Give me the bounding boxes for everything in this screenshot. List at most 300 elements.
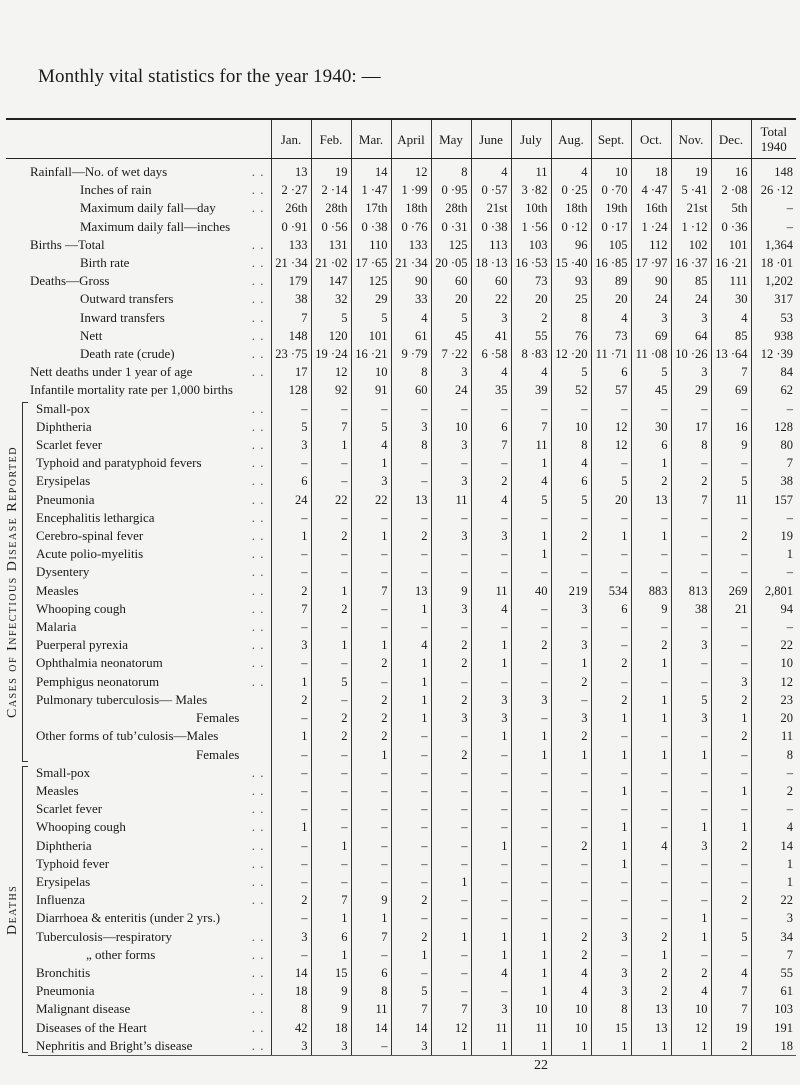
row-label-text: Nett bbox=[80, 327, 103, 343]
month-cell: 93 bbox=[551, 272, 591, 290]
row-label bbox=[28, 491, 271, 509]
header-corner bbox=[6, 119, 271, 159]
total-cell: 22 bbox=[751, 636, 796, 654]
total-cell: – bbox=[751, 218, 796, 236]
leader-dots: . . bbox=[251, 236, 265, 252]
row-label bbox=[28, 254, 271, 272]
table-row bbox=[6, 545, 796, 563]
row-label-text: Typhoid fever bbox=[36, 855, 110, 871]
month-cell: 1 bbox=[511, 527, 551, 545]
month-cell: 28th bbox=[431, 199, 471, 217]
month-cell: – bbox=[551, 800, 591, 818]
month-cell: – bbox=[631, 800, 671, 818]
table-row bbox=[6, 928, 796, 946]
total-cell: 1,202 bbox=[751, 272, 796, 290]
month-cell: – bbox=[551, 563, 591, 581]
total-cell: 1 bbox=[751, 855, 796, 873]
month-cell: 61 bbox=[391, 327, 431, 345]
month-cell: 39 bbox=[511, 381, 551, 399]
leader-dots: . . bbox=[251, 437, 265, 453]
month-cell: – bbox=[631, 563, 671, 581]
month-cell: 3 bbox=[391, 1037, 431, 1056]
month-cell: 1 bbox=[631, 527, 671, 545]
month-cell: 12 bbox=[431, 1019, 471, 1037]
month-cell: – bbox=[311, 509, 351, 527]
row-label-text: Outward transfers bbox=[80, 291, 174, 307]
month-cell: 11 bbox=[471, 582, 511, 600]
row-label-text: Small-pox bbox=[36, 400, 91, 416]
month-cell: 20 bbox=[591, 491, 631, 509]
month-cell: 1 bbox=[271, 673, 311, 691]
month-cell: – bbox=[471, 400, 511, 418]
month-cell: – bbox=[431, 837, 471, 855]
row-label-text: Erysipelas bbox=[36, 473, 91, 489]
month-cell: – bbox=[271, 837, 311, 855]
month-cell: 3 bbox=[431, 436, 471, 454]
month-cell: 2 bbox=[631, 964, 671, 982]
month-cell: – bbox=[551, 782, 591, 800]
row-label-text: Rainfall—No. of wet days bbox=[30, 164, 168, 179]
month-cell: – bbox=[351, 873, 391, 891]
total-cell: 2 bbox=[751, 782, 796, 800]
month-cell: 3 bbox=[311, 1037, 351, 1056]
leader-dots: . . bbox=[251, 801, 265, 817]
month-cell: – bbox=[431, 800, 471, 818]
month-cell: – bbox=[711, 563, 751, 581]
month-cell: 3 bbox=[351, 472, 391, 490]
month-cell: – bbox=[471, 618, 511, 636]
table-row bbox=[6, 946, 796, 964]
month-cell: – bbox=[591, 873, 631, 891]
table-row bbox=[6, 654, 796, 672]
month-header: June bbox=[471, 119, 511, 159]
month-cell: 12 ·20 bbox=[551, 345, 591, 363]
month-cell: – bbox=[391, 909, 431, 927]
month-cell: – bbox=[471, 545, 511, 563]
month-cell: 18 bbox=[311, 1019, 351, 1037]
month-cell: 3 bbox=[671, 709, 711, 727]
total-cell: 7 bbox=[751, 454, 796, 472]
month-cell: 3 bbox=[471, 527, 511, 545]
row-label-text: Whooping cough bbox=[36, 819, 126, 835]
month-cell: 1 bbox=[311, 946, 351, 964]
month-cell: 3 bbox=[471, 691, 511, 709]
month-cell: – bbox=[551, 545, 591, 563]
month-cell: – bbox=[311, 400, 351, 418]
table-row bbox=[6, 327, 796, 345]
month-cell: – bbox=[431, 673, 471, 691]
month-cell: – bbox=[271, 946, 311, 964]
table-row bbox=[6, 1000, 796, 1018]
month-cell: 17 bbox=[671, 418, 711, 436]
row-label-text: Whooping cough bbox=[36, 600, 126, 616]
total-cell: 22 bbox=[751, 891, 796, 909]
leader-dots: . . bbox=[251, 509, 265, 525]
month-cell: 5th bbox=[711, 199, 751, 217]
month-cell: 2 bbox=[711, 727, 751, 745]
month-cell: – bbox=[351, 764, 391, 782]
month-cell: 2 bbox=[351, 709, 391, 727]
month-cell: 85 bbox=[671, 272, 711, 290]
month-cell: – bbox=[591, 764, 631, 782]
month-cell: – bbox=[671, 654, 711, 672]
month-cell: 147 bbox=[311, 272, 351, 290]
month-cell: – bbox=[431, 454, 471, 472]
total-cell: 80 bbox=[751, 436, 796, 454]
month-cell: – bbox=[591, 800, 631, 818]
month-cell: – bbox=[271, 800, 311, 818]
month-cell: 1 bbox=[671, 928, 711, 946]
month-cell: – bbox=[431, 855, 471, 873]
month-cell: 5 bbox=[551, 491, 591, 509]
month-cell: – bbox=[511, 909, 551, 927]
month-cell: 5 bbox=[311, 309, 351, 327]
month-cell: 133 bbox=[391, 236, 431, 254]
leader-dots: . . bbox=[251, 400, 265, 416]
row-label bbox=[28, 309, 271, 327]
total-cell: 53 bbox=[751, 309, 796, 327]
total-cell: 34 bbox=[751, 928, 796, 946]
table-row bbox=[6, 891, 796, 909]
month-cell: – bbox=[471, 818, 511, 836]
month-cell: 0 ·17 bbox=[591, 218, 631, 236]
leader-dots: . . bbox=[251, 528, 265, 544]
table-row bbox=[6, 746, 796, 764]
month-cell: 4 bbox=[391, 309, 431, 327]
month-cell: 19 bbox=[671, 159, 711, 182]
month-cell: – bbox=[631, 891, 671, 909]
month-cell: – bbox=[271, 509, 311, 527]
month-cell: 16 ·53 bbox=[511, 254, 551, 272]
month-cell: 5 bbox=[391, 982, 431, 1000]
month-cell: 21 bbox=[711, 600, 751, 618]
month-cell: – bbox=[351, 509, 391, 527]
month-cell: – bbox=[351, 1037, 391, 1056]
total-header-line: 1940 bbox=[760, 139, 787, 154]
month-cell: 12 bbox=[591, 436, 631, 454]
month-cell: 5 ·41 bbox=[671, 181, 711, 199]
month-cell: – bbox=[271, 654, 311, 672]
month-cell: – bbox=[391, 855, 431, 873]
month-cell: 96 bbox=[551, 236, 591, 254]
month-cell: 90 bbox=[631, 272, 671, 290]
month-cell: 1 bbox=[631, 691, 671, 709]
month-cell: 1 bbox=[431, 928, 471, 946]
month-cell: 4 bbox=[551, 454, 591, 472]
month-cell: 1 bbox=[551, 654, 591, 672]
total-cell: – bbox=[751, 400, 796, 418]
total-cell: 61 bbox=[751, 982, 796, 1000]
month-cell: – bbox=[311, 746, 351, 764]
total-cell: 11 bbox=[751, 727, 796, 745]
month-cell: 5 bbox=[591, 472, 631, 490]
row-label-text: Maximum daily fall—inches bbox=[80, 218, 231, 234]
month-cell: – bbox=[711, 618, 751, 636]
month-cell: – bbox=[391, 400, 431, 418]
month-cell: 7 bbox=[391, 1000, 431, 1018]
month-cell: – bbox=[671, 618, 711, 636]
month-cell: 8 bbox=[271, 1000, 311, 1018]
month-cell: 10 bbox=[591, 159, 631, 182]
total-header-line: Total bbox=[760, 124, 788, 139]
row-label-text: Births —Total bbox=[30, 236, 105, 252]
table-row bbox=[6, 909, 796, 927]
month-cell: 57 bbox=[591, 381, 631, 399]
month-cell: – bbox=[551, 691, 591, 709]
month-cell: 1 bbox=[471, 837, 511, 855]
month-cell: 2 bbox=[551, 946, 591, 964]
month-cell: 2 ·14 bbox=[311, 181, 351, 199]
month-cell: 7 bbox=[271, 309, 311, 327]
row-label bbox=[28, 855, 271, 873]
month-cell: – bbox=[551, 891, 591, 909]
month-cell: – bbox=[471, 509, 511, 527]
month-cell: – bbox=[351, 673, 391, 691]
month-cell: 7 bbox=[271, 600, 311, 618]
month-cell: 8 bbox=[671, 436, 711, 454]
month-cell: 5 bbox=[711, 472, 751, 490]
table-row bbox=[6, 159, 796, 182]
month-cell: 1 bbox=[631, 1037, 671, 1056]
row-label bbox=[28, 891, 271, 909]
month-cell: 89 bbox=[591, 272, 631, 290]
table-row bbox=[6, 509, 796, 527]
table-row bbox=[6, 563, 796, 581]
month-cell: 45 bbox=[631, 381, 671, 399]
month-cell: 2 bbox=[591, 654, 631, 672]
month-cell: 1 bbox=[351, 636, 391, 654]
month-cell: 3 bbox=[271, 636, 311, 654]
month-cell: 105 bbox=[591, 236, 631, 254]
row-label bbox=[28, 345, 271, 363]
month-cell: – bbox=[431, 400, 471, 418]
month-cell: – bbox=[591, 509, 631, 527]
table-row bbox=[6, 218, 796, 236]
month-cell: 2 bbox=[551, 928, 591, 946]
month-cell: 1 bbox=[631, 654, 671, 672]
month-cell: – bbox=[431, 964, 471, 982]
month-cell: 1 bbox=[471, 636, 511, 654]
month-cell: – bbox=[671, 891, 711, 909]
month-cell: – bbox=[351, 782, 391, 800]
row-label-text: Measles bbox=[36, 582, 79, 598]
month-cell: – bbox=[271, 563, 311, 581]
month-cell: 10 bbox=[551, 1000, 591, 1018]
month-cell: 1 bbox=[591, 746, 631, 764]
row-label bbox=[28, 1000, 271, 1018]
table-row bbox=[6, 727, 796, 745]
month-cell: 1 bbox=[511, 964, 551, 982]
leader-dots: . . bbox=[251, 855, 265, 871]
month-cell: – bbox=[311, 545, 351, 563]
month-header: April bbox=[391, 119, 431, 159]
month-cell: 3 bbox=[711, 673, 751, 691]
table-row bbox=[6, 691, 796, 709]
month-cell: – bbox=[391, 618, 431, 636]
month-cell: 13 bbox=[631, 1019, 671, 1037]
month-cell: 19 ·24 bbox=[311, 345, 351, 363]
total-cell: 8 bbox=[751, 746, 796, 764]
month-cell: 2 bbox=[631, 928, 671, 946]
month-cell: 1 bbox=[591, 855, 631, 873]
table-row bbox=[6, 527, 796, 545]
month-cell: 60 bbox=[431, 272, 471, 290]
row-label bbox=[28, 582, 271, 600]
row-label-text: Ophthalmia neonatorum bbox=[36, 655, 163, 671]
month-cell: 2 bbox=[391, 928, 431, 946]
month-cell: – bbox=[511, 800, 551, 818]
month-cell: 2 bbox=[471, 472, 511, 490]
month-cell: 22 bbox=[311, 491, 351, 509]
month-cell: – bbox=[631, 764, 671, 782]
month-cell: 10 bbox=[551, 1019, 591, 1037]
month-cell: 3 bbox=[591, 928, 631, 946]
month-cell: 2 bbox=[271, 582, 311, 600]
month-cell: – bbox=[351, 563, 391, 581]
month-cell: 1 bbox=[711, 782, 751, 800]
month-cell: 2 bbox=[711, 837, 751, 855]
month-header: Mar. bbox=[351, 119, 391, 159]
month-cell: 128 bbox=[271, 381, 311, 399]
month-cell: – bbox=[271, 782, 311, 800]
month-header: Dec. bbox=[711, 119, 751, 159]
month-cell: 2 bbox=[391, 527, 431, 545]
row-label bbox=[28, 928, 271, 946]
month-cell: 1 bbox=[471, 1037, 511, 1056]
month-cell: 4 ·47 bbox=[631, 181, 671, 199]
month-cell: – bbox=[431, 909, 471, 927]
month-cell: – bbox=[271, 709, 311, 727]
row-label-text: Small-pox bbox=[36, 764, 91, 780]
month-cell: 90 bbox=[391, 272, 431, 290]
total-cell: 148 bbox=[751, 159, 796, 182]
month-cell: 12 bbox=[671, 1019, 711, 1037]
month-cell: 219 bbox=[551, 582, 591, 600]
month-cell: – bbox=[391, 509, 431, 527]
month-cell: 1 bbox=[471, 928, 511, 946]
month-cell: 1 bbox=[351, 454, 391, 472]
row-label-text: Nett deaths under 1 year of age bbox=[30, 364, 193, 380]
table-row bbox=[6, 345, 796, 363]
month-cell: 4 bbox=[511, 472, 551, 490]
table-row bbox=[6, 199, 796, 217]
month-cell: 3 bbox=[551, 600, 591, 618]
leader-dots: . . bbox=[251, 837, 265, 853]
month-cell: – bbox=[391, 800, 431, 818]
month-cell: – bbox=[391, 727, 431, 745]
month-cell: 11 bbox=[511, 1019, 551, 1037]
total-cell: 19 bbox=[751, 527, 796, 545]
month-cell: 16 ·37 bbox=[671, 254, 711, 272]
leader-dots: . . bbox=[251, 473, 265, 489]
month-cell: 2 bbox=[431, 654, 471, 672]
month-cell: 12 bbox=[391, 159, 431, 182]
page-title: Monthly vital statistics for the year 1940: — bbox=[38, 66, 381, 87]
month-cell: 10 bbox=[671, 1000, 711, 1018]
month-cell: 1 bbox=[591, 837, 631, 855]
leader-dots: . . bbox=[251, 200, 265, 216]
month-cell: 9 bbox=[631, 600, 671, 618]
month-cell: 6 bbox=[271, 472, 311, 490]
month-cell: – bbox=[271, 909, 311, 927]
month-cell: – bbox=[591, 727, 631, 745]
month-cell: 2 bbox=[631, 636, 671, 654]
total-cell: 62 bbox=[751, 381, 796, 399]
month-cell: 2 bbox=[431, 746, 471, 764]
month-cell: – bbox=[511, 837, 551, 855]
month-cell: 16 ·85 bbox=[591, 254, 631, 272]
total-cell: 1 bbox=[751, 873, 796, 891]
row-label bbox=[28, 691, 271, 709]
row-label-text: Typhoid and paratyphoid fevers bbox=[36, 455, 202, 471]
total-cell: 103 bbox=[751, 1000, 796, 1018]
row-label bbox=[28, 545, 271, 563]
month-cell: 11 bbox=[511, 159, 551, 182]
month-cell: – bbox=[671, 782, 711, 800]
month-cell: 2 bbox=[551, 527, 591, 545]
month-cell: – bbox=[311, 691, 351, 709]
month-cell: 125 bbox=[351, 272, 391, 290]
month-cell: – bbox=[351, 400, 391, 418]
row-label bbox=[28, 600, 271, 618]
month-cell: – bbox=[391, 873, 431, 891]
month-cell: 534 bbox=[591, 582, 631, 600]
month-cell: 110 bbox=[351, 236, 391, 254]
month-cell: – bbox=[711, 764, 751, 782]
month-cell: 2 bbox=[711, 527, 751, 545]
month-cell: – bbox=[351, 837, 391, 855]
table-row bbox=[6, 800, 796, 818]
leader-dots: . . bbox=[251, 455, 265, 471]
month-cell: – bbox=[431, 764, 471, 782]
month-cell: 2 bbox=[351, 654, 391, 672]
table-row bbox=[6, 618, 796, 636]
month-cell: – bbox=[471, 746, 511, 764]
month-cell: 29 bbox=[671, 381, 711, 399]
table-row bbox=[6, 272, 796, 290]
month-cell: 7 bbox=[351, 928, 391, 946]
leader-dots: . . bbox=[251, 273, 265, 289]
leader-dots: . . bbox=[251, 655, 265, 671]
leader-dots: . . bbox=[251, 291, 265, 307]
month-cell: 1 bbox=[551, 746, 591, 764]
month-cell: 2 bbox=[711, 691, 751, 709]
month-cell: 6 bbox=[631, 436, 671, 454]
month-cell: – bbox=[551, 618, 591, 636]
month-cell: – bbox=[351, 818, 391, 836]
month-cell: 7 bbox=[711, 363, 751, 381]
month-cell: 1 ·56 bbox=[511, 218, 551, 236]
month-cell: 1 bbox=[351, 746, 391, 764]
month-cell: 40 bbox=[511, 582, 551, 600]
month-cell: 0 ·95 bbox=[431, 181, 471, 199]
month-cell: 2 bbox=[351, 727, 391, 745]
month-cell: 1 bbox=[311, 636, 351, 654]
month-cell: – bbox=[671, 873, 711, 891]
total-cell: 26 ·12 bbox=[751, 181, 796, 199]
month-cell: 14 bbox=[351, 159, 391, 182]
month-cell: – bbox=[471, 454, 511, 472]
month-cell: 1 bbox=[671, 746, 711, 764]
month-cell: 23 ·75 bbox=[271, 345, 311, 363]
row-label-text: Diseases of the Heart bbox=[36, 1019, 147, 1035]
row-label bbox=[28, 272, 271, 290]
month-cell: 0 ·57 bbox=[471, 181, 511, 199]
month-cell: – bbox=[271, 873, 311, 891]
month-cell: 1 bbox=[591, 818, 631, 836]
month-cell: – bbox=[431, 618, 471, 636]
leader-dots: . . bbox=[251, 1019, 265, 1035]
